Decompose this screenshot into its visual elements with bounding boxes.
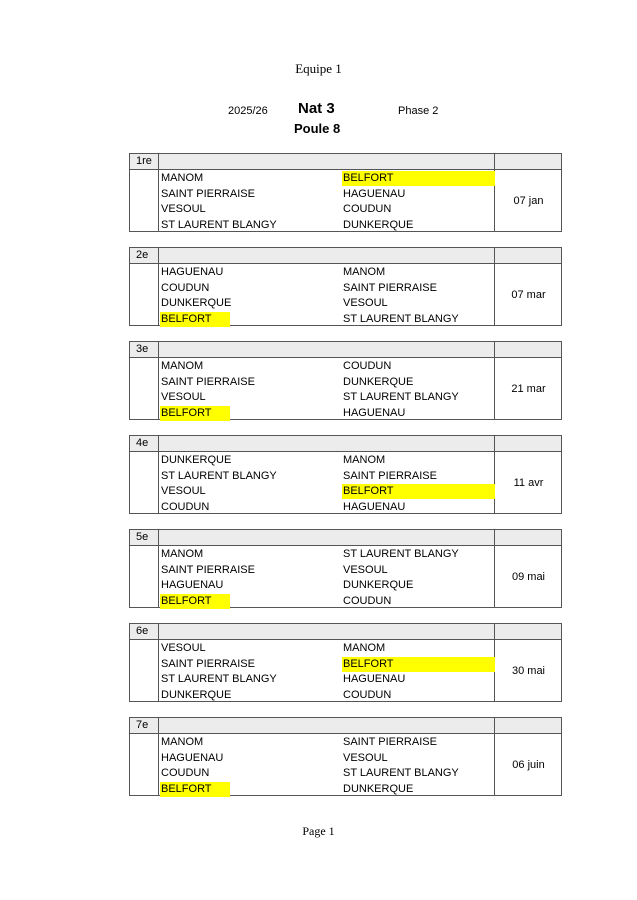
round-label: 4e [136,437,149,449]
away-team: COUDUN [343,688,392,701]
round-date: 09 mai [511,571,546,583]
round-header-row [130,436,561,452]
round-label: 7e [136,719,149,731]
away-team: VESOUL [343,751,388,764]
away-team: SAINT PIERRAISE [343,469,437,482]
team-title: Equipe 1 [295,61,342,76]
page-number: Page 1 [302,824,335,838]
away-team: DUNKERQUE [343,579,414,591]
home-team: COUDUN [161,767,210,779]
home-team: BELFORT [160,594,230,609]
away-team: HAGUENAU [343,673,406,685]
home-team: SAINT PIERRAISE [161,375,255,388]
away-team: COUDUN [343,203,392,215]
round-table [129,435,562,514]
away-team: ST LAURENT BLANGY [343,391,459,403]
home-team: HAGUENAU [161,579,224,591]
away-team: BELFORT [342,484,495,499]
away-team: MANOM [343,454,386,466]
column-divider [158,718,159,795]
away-team: DUNKERQUE [343,782,414,795]
column-divider [158,530,159,607]
home-team: ST LAURENT BLANGY [161,469,277,482]
away-team: SAINT PIERRAISE [343,281,437,294]
round-date: 07 jan [513,195,544,207]
away-team: COUDUN [343,594,392,607]
round-label: 5e [136,531,149,543]
home-team: DUNKERQUE [161,454,232,466]
home-team: MANOM [161,172,204,184]
column-divider [158,342,159,419]
home-team: COUDUN [161,281,210,294]
round-label: 2e [136,249,149,261]
home-team: MANOM [161,736,204,748]
away-team: VESOUL [343,297,388,309]
home-team: VESOUL [161,391,206,403]
home-team: MANOM [161,548,204,560]
round-header-row [130,530,561,546]
home-team: SAINT PIERRAISE [161,563,255,576]
home-team: ST LAURENT BLANGY [161,218,277,231]
away-team: BELFORT [342,657,495,672]
round-header-row [130,718,561,734]
away-team: ST LAURENT BLANGY [343,767,459,779]
home-team: HAGUENAU [161,266,224,278]
away-team: ST LAURENT BLANGY [343,312,459,325]
home-team: HAGUENAU [161,751,224,764]
round-header-row [130,624,561,640]
round-table [129,623,562,702]
round-header-row [130,154,561,170]
away-team: DUNKERQUE [343,375,414,388]
poule-label: Poule 8 [294,121,341,136]
home-team: BELFORT [160,782,230,797]
home-team: BELFORT [160,312,230,327]
column-divider [158,154,159,231]
home-team: BELFORT [160,406,230,421]
home-team: VESOUL [161,203,206,215]
home-team: SAINT PIERRAISE [161,187,255,200]
column-divider [158,248,159,325]
home-team: VESOUL [161,642,206,654]
round-header-row [130,342,561,358]
round-label: 3e [136,343,149,355]
round-date: 21 mar [511,383,546,395]
phase-label: Phase 2 [398,105,439,117]
round-table [129,529,562,608]
away-team: COUDUN [343,360,392,372]
round-date: 30 mai [511,665,546,677]
round-date: 06 juin [512,759,545,771]
round-label: 1re [136,155,152,167]
away-team: ST LAURENT BLANGY [343,548,459,560]
round-table [129,153,562,232]
round-date: 07 mar [511,289,546,301]
home-team: DUNKERQUE [161,688,232,701]
home-team: SAINT PIERRAISE [161,657,255,670]
away-team: VESOUL [343,563,388,576]
home-team: DUNKERQUE [161,297,232,309]
away-team: BELFORT [342,171,495,186]
round-date: 11 avr [513,477,544,489]
away-team: HAGUENAU [343,187,406,200]
away-team: HAGUENAU [343,406,406,419]
round-table [129,341,562,420]
away-team: MANOM [343,266,386,278]
home-team: COUDUN [161,500,210,513]
round-header-row [130,248,561,264]
round-label: 6e [136,625,149,637]
column-divider [158,436,159,513]
away-team: MANOM [343,642,386,654]
round-table [129,247,562,326]
away-team: HAGUENAU [343,500,406,513]
division-label: Nat 3 [298,100,335,117]
home-team: VESOUL [161,485,206,497]
season-label: 2025/26 [228,105,268,117]
round-table [129,717,562,796]
column-divider [158,624,159,701]
away-team: SAINT PIERRAISE [343,736,437,748]
home-team: ST LAURENT BLANGY [161,673,277,685]
away-team: DUNKERQUE [343,218,414,231]
home-team: MANOM [161,360,204,372]
